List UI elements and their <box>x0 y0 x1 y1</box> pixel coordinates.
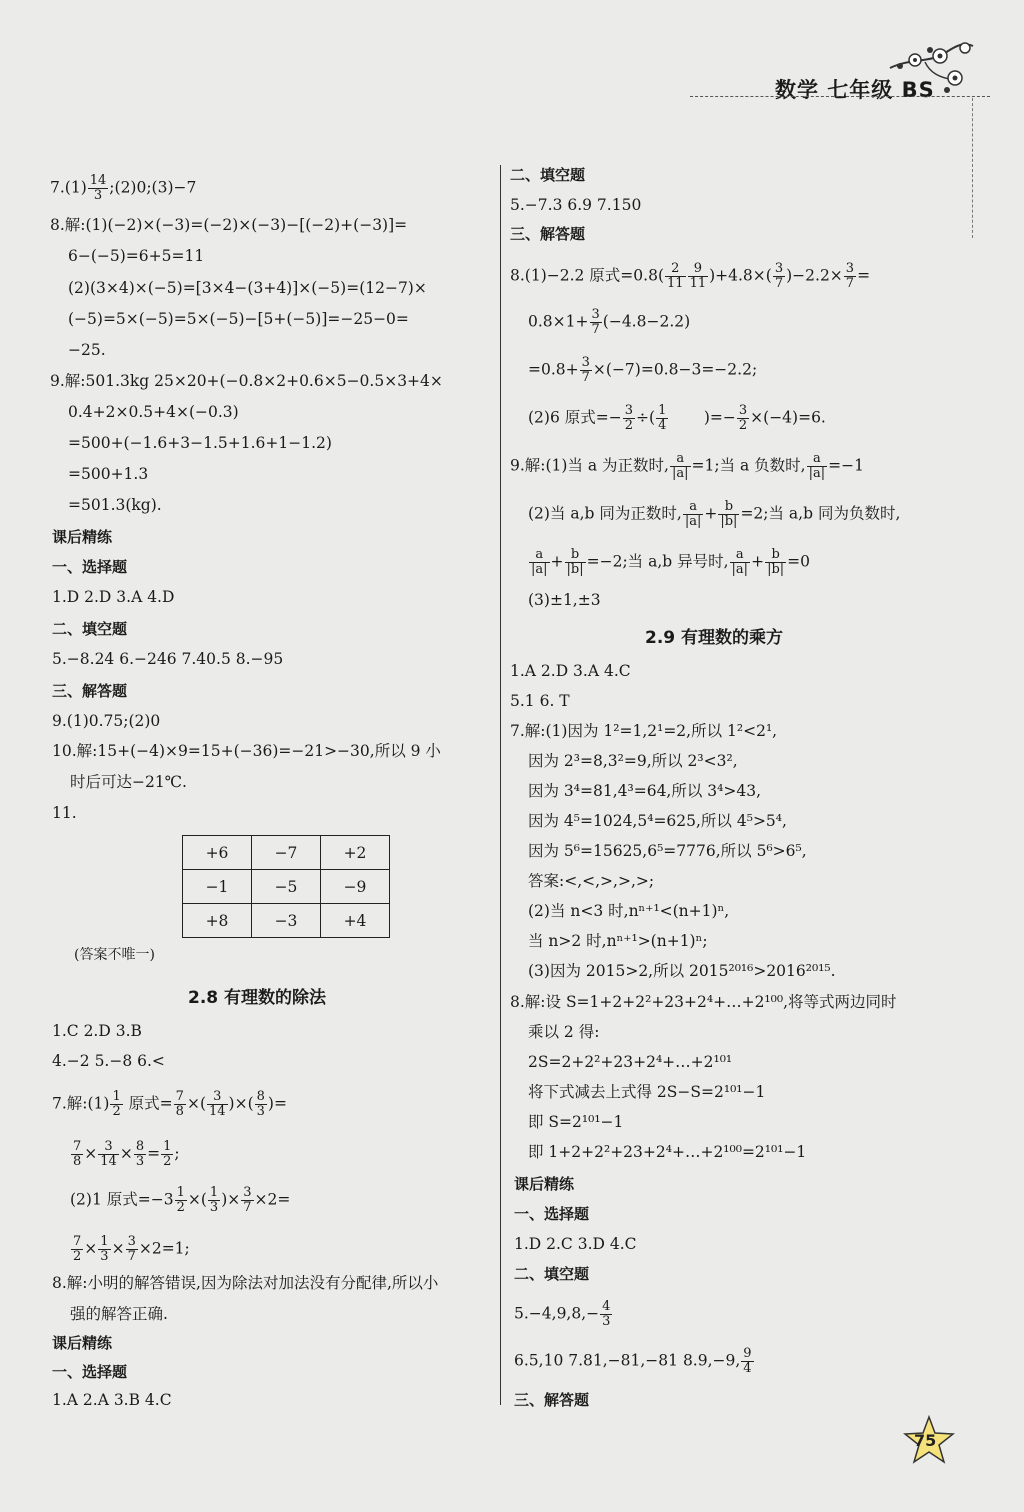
practice-heading-r: 课后精练 <box>514 1175 575 1193</box>
choice-heading-2: 一、选择题 <box>52 1363 128 1381</box>
fraction: $\frac{b}{|b|}$ <box>566 547 584 577</box>
p8-line-6: 即 1+2+2²+23+2⁴+…+2¹⁰⁰=2¹⁰¹−1 <box>528 1143 807 1161</box>
fill-heading-r1: 二、填空题 <box>510 166 586 184</box>
table-row <box>183 870 390 904</box>
table-cell: −9 <box>321 870 390 904</box>
p7-line-1: 7.解:(1)因为 1²=1,2¹=2,所以 1²<2¹, <box>510 722 778 740</box>
s10-line-1: 10.解:15+(−4)×9=15+(−36)=−21>−30,所以 9 小 <box>52 742 441 760</box>
p7-line-4: 因为 4⁵=1024,5⁴=625,所以 4⁵>5⁴, <box>528 812 787 830</box>
practice-heading-2: 课后精练 <box>52 1334 113 1352</box>
page-header-title: 数学 七年级 BS <box>775 78 935 102</box>
fraction: $\frac{3}{14}$ <box>209 1089 226 1119</box>
p-answers-1: 1.A 2.D 3.A 4.C <box>510 662 631 680</box>
table-cell: +4 <box>321 904 390 938</box>
fraction: $\frac{1}{3}$ <box>209 1185 219 1215</box>
table-cell: +8 <box>183 904 252 938</box>
fraction: $\frac{7}{2}$ <box>73 1234 82 1264</box>
answer-not-unique-note: (答案不唯一) <box>74 947 155 963</box>
r9-line-3: $\frac{a}{|a|}$ + $\frac{b}{|b|}$ =−2;当 a,b 异号时, $\frac{a}{|a|}$ + $\frac{b}{|b|}$ =0 <box>531 547 811 577</box>
fill-heading-1: 二、填空题 <box>52 620 128 638</box>
p8-line-3: 2S=2+2²+23+2⁴+…+2¹⁰¹ <box>528 1053 733 1071</box>
q8-line-3: (2)(3×4)×(−5)=[3×4−(3+4)]×(−5)=(12−7)× <box>68 279 427 297</box>
fraction: $\frac{a}{|a|}$ <box>731 547 749 577</box>
fraction: $\frac{1}{2}$ <box>176 1185 185 1215</box>
q7-line: 7.(1) $\frac{14}{3}$ ;(2)0;(3)−7 <box>50 173 197 203</box>
d8-line-1: 8.解:小明的解答错误,因为除法对加法没有分配律,所以小 <box>52 1274 439 1292</box>
solve-heading-r1: 三、解答题 <box>510 225 586 243</box>
fraction: $\frac{a}{|a|}$ <box>672 451 689 481</box>
r8-line-1: 8.(1)−2.2 原式=0.8( $\frac{2}{11}$ $\frac{9}{11}$ )+4.8×( $\frac{3}{7}$ )−2.2× $\frac{3}{7}$ = <box>510 261 871 291</box>
table-cell: −7 <box>252 836 321 870</box>
fraction: $\frac{8}{3}$ <box>135 1139 145 1169</box>
fill-answers-r1: 5.−7.3 6.9 7.150 <box>510 196 642 214</box>
q8-line-5: −25. <box>68 341 106 359</box>
s10-line-2: 时后可达−21℃. <box>70 773 187 791</box>
q8-line-4: (−5)=5×(−5)=5×(−5)−[5+(−5)]=−25−0= <box>68 310 409 328</box>
choice-answers-2: 1.A 2.A 3.B 4.C <box>52 1391 172 1409</box>
page-number: 75 <box>914 1431 937 1450</box>
table-cell: −5 <box>252 870 321 904</box>
fraction: $\frac{a}{|a|}$ <box>531 547 548 577</box>
fraction: $\frac{7}{8}$ <box>175 1089 184 1119</box>
r9-line-4: (3)±1,±3 <box>528 591 601 609</box>
q8-line-1: 8.解:(1)(−2)×(−3)=(−2)×(−3)−[(−2)+(−3)]= <box>50 216 408 234</box>
p7-line-6: 答案:<,<,>,>,>; <box>528 872 655 890</box>
fraction: $\frac{a}{|a|}$ <box>808 451 826 481</box>
f6-line: 6.5,10 7.81,−81,−81 8.9,−9, $\frac{9}{4}$ <box>514 1346 752 1376</box>
table-cell: −1 <box>183 870 252 904</box>
table-cell: +2 <box>321 836 390 870</box>
r8-line-2: 0.8×1+ $\frac{3}{7}$ (−4.8−2.2) <box>528 307 691 337</box>
fraction: $\frac{4}{3}$ <box>602 1299 611 1329</box>
fraction: $\frac{3}{7}$ <box>774 261 784 291</box>
fraction: $\frac{1}{3}$ <box>100 1234 109 1264</box>
choice-heading-r: 一、选择题 <box>514 1205 590 1223</box>
d-answers-2: 4.−2 5.−8 6.< <box>52 1052 165 1070</box>
choice-answers-1: 1.D 2.D 3.A 4.D <box>52 588 175 606</box>
fraction: $\frac{3}{7}$ <box>591 307 600 337</box>
table-cell: +6 <box>183 836 252 870</box>
section-title-2-9: 2.9 有理数的乘方 <box>645 628 784 648</box>
d7-line-2: $\frac{7}{8}$ × $\frac{3}{14}$ × $\frac{8}{3}$ = $\frac{1}{2}$ ; <box>73 1139 180 1169</box>
r9-line-2: (2)当 a,b 同为正数时, $\frac{a}{|a|}$ + $\frac{b}{|b|}$ =2;当 a,b 同为负数时, <box>528 499 901 529</box>
section-title-2-8: 2.8 有理数的除法 <box>188 988 327 1008</box>
p8-line-2: 乘以 2 得: <box>528 1023 600 1041</box>
d8-line-2: 强的解答正确. <box>70 1305 168 1323</box>
fraction: $\frac{1}{2}$ <box>112 1089 121 1119</box>
table-row <box>183 836 390 870</box>
fraction: $\frac{3}{7}$ <box>581 355 590 385</box>
r9-line-1: 9.解:(1)当 a 为正数时, $\frac{a}{|a|}$ =1;当 a 负数时, $\frac{a}{|a|}$ =−1 <box>510 451 864 481</box>
p7-line-9: (3)因为 2015>2,所以 2015²⁰¹⁶>2016²⁰¹⁵. <box>528 962 836 980</box>
solve-heading-r2: 三、解答题 <box>514 1391 590 1409</box>
d-answers-1: 1.C 2.D 3.B <box>52 1022 142 1040</box>
p-answers-2: 5.1 6. T <box>510 692 570 710</box>
fraction: $\frac{a}{|a|}$ <box>684 499 702 529</box>
fraction: $\frac{3}{14}$ <box>100 1139 117 1169</box>
q9-line-4: =500+1.3 <box>68 465 149 483</box>
fraction: $\frac{9}{11}$ <box>689 261 707 291</box>
fill-heading-r2: 二、填空题 <box>514 1265 590 1283</box>
q9-line-5: =501.3(kg). <box>68 496 162 514</box>
choice-answers-r: 1.D 2.C 3.D 4.C <box>514 1235 637 1253</box>
fraction: $\frac{b}{|b|}$ <box>720 499 738 529</box>
r8-line-3: =0.8+ $\frac{3}{7}$ ×(−7)=0.8−3=−2.2; <box>528 355 758 385</box>
p7-line-2: 因为 2³=8,3²=9,所以 2³<3², <box>528 752 738 770</box>
choice-heading-1: 一、选择题 <box>52 558 128 576</box>
p7-line-5: 因为 5⁶=15625,6⁵=7776,所以 5⁶>6⁵, <box>528 842 807 860</box>
p8-line-4: 将下式减去上式得 2S−S=2¹⁰¹−1 <box>528 1083 766 1101</box>
fraction: $\frac{3}{7}$ <box>845 261 855 291</box>
fraction: $\frac{1}{2}$ <box>163 1139 172 1169</box>
q9-line-1: 9.解:501.3kg 25×20+(−0.8×2+0.6×5−0.5×3+4× <box>50 372 443 390</box>
fraction: $\frac{2}{11}$ <box>667 261 684 291</box>
fraction: $\frac{3}{2}$ <box>624 403 634 433</box>
fill-answers-1: 5.−8.24 6.−246 7.40.5 8.−95 <box>52 650 284 668</box>
fraction: $\frac{3}{2}$ <box>738 403 748 433</box>
f5-line: 5.−4,9,8,− $\frac{4}{3}$ <box>514 1299 611 1329</box>
q8-line-2: 6−(−5)=6+5=11 <box>68 247 205 265</box>
s9-line: 9.(1)0.75;(2)0 <box>52 712 161 730</box>
column-divider <box>500 165 501 1405</box>
q9-line-3: =500+(−1.6+3−1.5+1.6+1−1.2) <box>68 434 332 452</box>
d7-line-1: 7.解:(1) $\frac{1}{2}$ 原式= $\frac{7}{8}$ ×( $\frac{3}{14}$ )×( $\frac{8}{3}$ )= <box>52 1089 287 1119</box>
table-row <box>183 904 390 938</box>
fraction: $\frac{3}{7}$ <box>243 1185 252 1215</box>
fraction: $\frac{3}{7}$ <box>127 1234 136 1264</box>
practice-heading-1: 课后精练 <box>52 528 113 546</box>
table-cell: −3 <box>252 904 321 938</box>
s11-line: 11. <box>52 804 77 822</box>
fraction: $\frac{1}{4}$ <box>658 403 667 433</box>
p7-line-3: 因为 3⁴=81,4³=64,所以 3⁴>43, <box>528 782 761 800</box>
fraction: $\frac{8}{3}$ <box>256 1089 265 1119</box>
p8-line-5: 即 S=2¹⁰¹−1 <box>528 1113 624 1131</box>
d7-line-4: $\frac{7}{2}$ × $\frac{1}{3}$ × $\frac{3}{7}$ ×2=1; <box>73 1234 190 1264</box>
magic-square-table <box>182 835 390 938</box>
p7-line-8: 当 n>2 时,nⁿ⁺¹>(n+1)ⁿ; <box>528 932 708 950</box>
d7-line-3: (2)1 原式=−3 $\frac{1}{2}$ ×( $\frac{1}{3}$ )× $\frac{3}{7}$ ×2= <box>70 1185 291 1215</box>
r8-line-4: (2)6 原式=− $\frac{3}{2}$ ÷( $\frac{1}{4}$ )=− $\frac{3}{2}$ ×(−4)=6. <box>528 403 826 433</box>
solve-heading-1: 三、解答题 <box>52 682 128 700</box>
header-divider <box>690 96 990 97</box>
fraction: $\frac{14}{3}$ <box>89 173 107 203</box>
fraction: $\frac{b}{|b|}$ <box>767 547 785 577</box>
p7-line-7: (2)当 n<3 时,nⁿ⁺¹<(n+1)ⁿ, <box>528 902 730 920</box>
p8-line-1: 8.解:设 S=1+2+2²+23+2⁴+…+2¹⁰⁰,将等式两边同时 <box>510 993 897 1011</box>
q9-line-2: 0.4+2×0.5+4×(−0.3) <box>68 403 239 421</box>
header-vertical-divider <box>972 98 973 238</box>
fraction: $\frac{9}{4}$ <box>743 1346 752 1376</box>
fraction: $\frac{7}{8}$ <box>73 1139 82 1169</box>
